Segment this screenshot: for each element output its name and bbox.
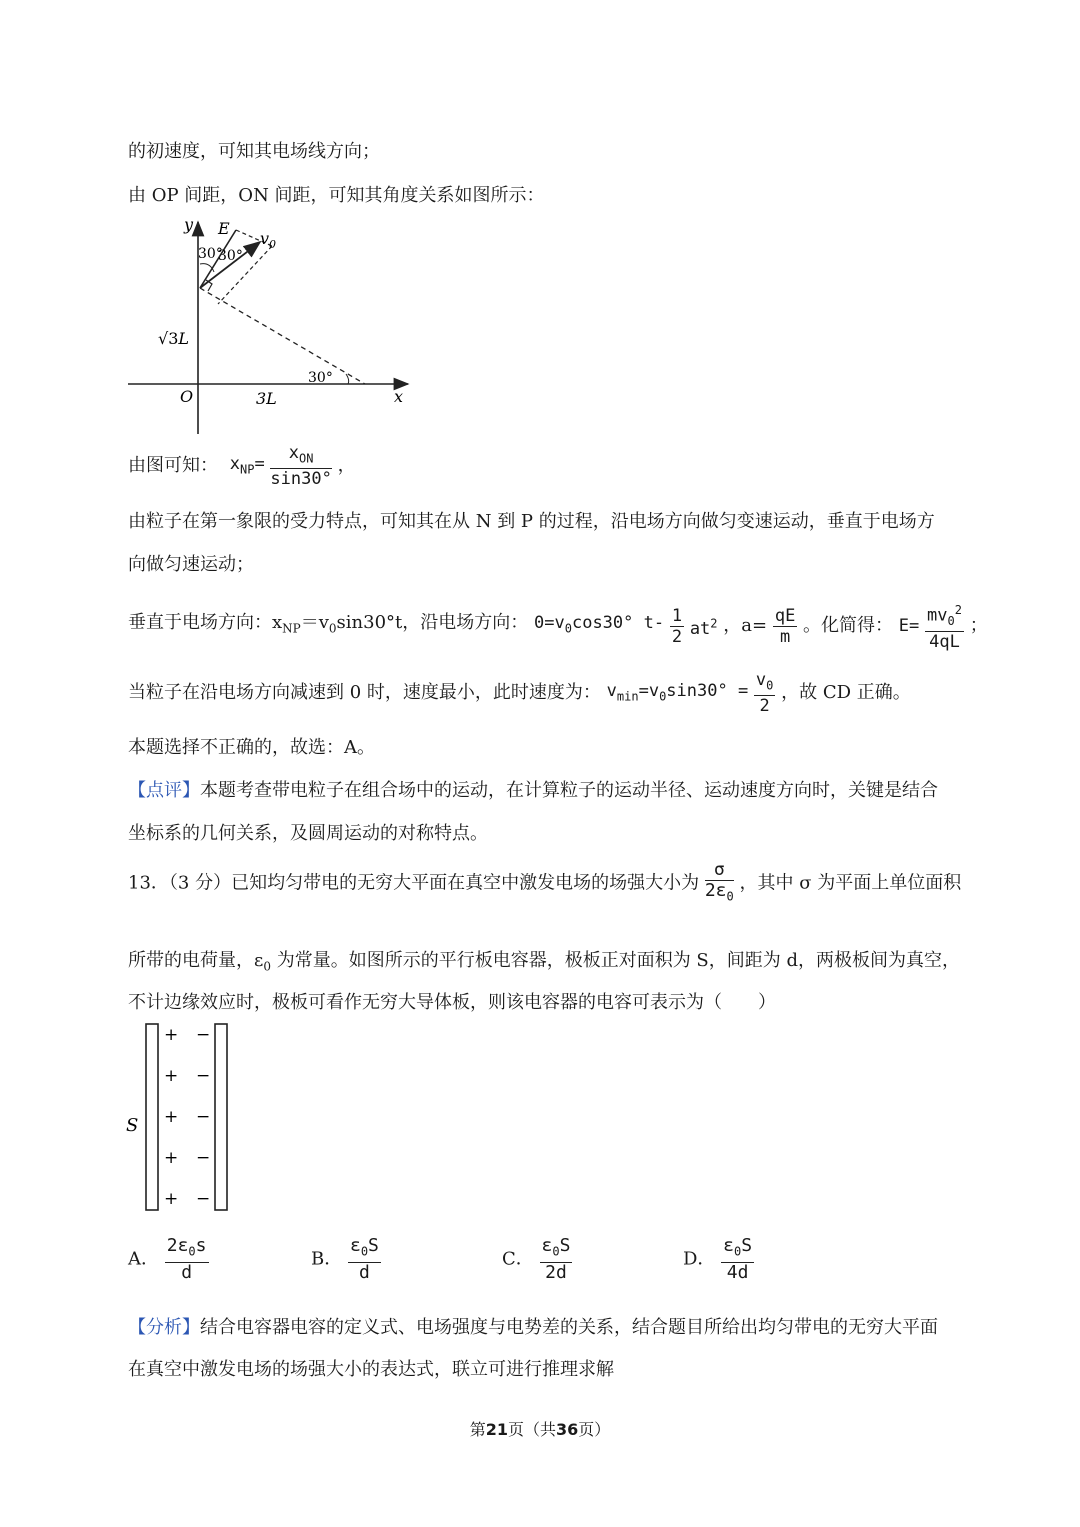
comment-tag: 【点评】 [128, 780, 200, 801]
perp-direction-text: 垂直于电场方向：$x_{NP}=v_0\sin 30^\circ t$，沿电场方向： [128, 612, 529, 636]
half-fraction [670, 606, 684, 647]
option-c[interactable] [502, 1236, 572, 1283]
vmin-denominator: 2 [759, 696, 770, 717]
e-denominator: 4qL [929, 632, 960, 653]
option-b[interactable] [311, 1236, 381, 1283]
origin-label: O [180, 387, 194, 406]
negative-plate [215, 1024, 227, 1210]
coordinate-diagram [120, 212, 420, 438]
minus-sign: − [196, 1025, 211, 1045]
xnp-lhs: $x_{NP}=$ [229, 453, 265, 476]
angle-arc-bottom [346, 374, 349, 384]
answer-line: 本题选择不正确的，故选：A。 [128, 737, 375, 758]
plus-sign: + [164, 1066, 179, 1086]
angle-label-1: 30° [198, 246, 223, 262]
option-a[interactable] [128, 1236, 209, 1283]
angle-label-2: 30° [218, 248, 243, 264]
vmin-text: 当粒子在沿电场方向减速到 0 时，速度最小，此时速度为： [128, 682, 601, 704]
question-13-line-2: 所带的电荷量，$\varepsilon_0$ 为常量。如图所示的平行板电容器，极板正对面积为 S，间距为 d，两极板间为真空， [128, 950, 960, 974]
height-label: √3L [158, 329, 189, 348]
question-13-text-2: ，其中 σ 为平面上单位面积 [739, 872, 962, 894]
x-axis-label: x [394, 387, 404, 406]
motion-equations-line [128, 600, 988, 652]
np-dashed-line [200, 288, 365, 384]
half-numerator: 1 [671, 605, 683, 626]
charge-signs [164, 1025, 210, 1209]
bottom-angle-label: 30° [308, 370, 333, 386]
accel-denominator: m [779, 626, 791, 647]
option-d-letter: D． [683, 1248, 716, 1270]
minus-sign: − [196, 1066, 211, 1086]
option-b-letter: B． [311, 1248, 343, 1270]
field-denominator: $2\varepsilon_0$ [704, 880, 734, 904]
y-axis-label: y [184, 215, 194, 234]
option-a-fraction: $\frac{2\varepsilon_0s}{d}$ [166, 1235, 207, 1283]
question-13-line-1 [128, 860, 961, 907]
field-fraction [705, 860, 734, 907]
e-tail: ； [969, 615, 988, 637]
vmin-expression: $v_{min}=v_0\sin 30^\circ$ = [606, 680, 749, 703]
text-line-1: 的初速度，可知其电场线方向； [128, 141, 380, 162]
vmin-line [128, 670, 911, 716]
option-c-fraction: $\frac{\varepsilon_0S}{2d}$ [541, 1235, 571, 1283]
v0-label: $v_0$ [260, 229, 277, 251]
vmin-numerator: $v_0$ [754, 670, 775, 696]
area-label: S [126, 1115, 139, 1136]
option-c-letter: C． [502, 1248, 534, 1270]
accel-prefix: ，a= [723, 615, 768, 637]
xnp-denominator: sin30° [270, 469, 332, 490]
option-d-fraction: $\frac{\varepsilon_0S}{4d}$ [723, 1235, 753, 1283]
option-d[interactable] [683, 1236, 754, 1283]
page-number: 21 [485, 1420, 508, 1439]
vmin-fraction [754, 670, 775, 716]
plus-sign: + [164, 1107, 179, 1127]
accel-fraction [773, 606, 797, 647]
e-fraction [925, 600, 964, 652]
xnp-fraction [270, 443, 331, 489]
question-13-line-3: 不计边缘效应时，极板可看作无穷大导体板，则该电容器的电容可表示为（ ） [128, 992, 776, 1013]
simplify-text: 。化简得： [803, 615, 894, 637]
xnp-numerator: $x_{ON}$ [270, 443, 331, 469]
text-line-2: 由 OP 间距，ON 间距，可知其角度关系如图所示： [128, 185, 545, 206]
page-footer: 第21页（共36页） [469, 1420, 611, 1439]
question-13-text: 13．（3 分）已知均匀带电的无穷大平面在真空中激发电场的场强大小为 [128, 872, 700, 894]
width-label: 3L [256, 389, 277, 408]
text-line-4: 由粒子在第一象限的受力特点，可知其在从 N 到 P 的过程，沿电场方向做匀变速运动，垂直于电场方 [128, 511, 935, 532]
comment-line-1: 【点评】本题考查带电粒子在组合场中的运动，在计算粒子的运动半径、运动速度方向时，关键是结合 [128, 780, 938, 801]
minus-sign: − [196, 1107, 211, 1127]
positive-plate [146, 1024, 158, 1210]
minus-sign: − [196, 1189, 211, 1209]
motion-eq-part-2: $at^2$ [689, 616, 718, 639]
capacitor-diagram [120, 1020, 240, 1216]
formula-suffix: ， [337, 455, 356, 477]
formula-prefix: 由图可知： [128, 455, 218, 477]
plus-sign: + [164, 1025, 179, 1045]
text-line-5: 向做匀速运动； [128, 554, 254, 575]
motion-eq-part-1: $0=v_0\cos 30^\circ$ t- [534, 613, 665, 636]
minus-sign: − [196, 1148, 211, 1168]
plus-sign: + [164, 1189, 179, 1209]
option-b-fraction: $\frac{\varepsilon_0S}{d}$ [349, 1235, 379, 1283]
analysis-line-2: 在真空中激发电场的场强大小的表达式，联立可进行推理求解 [128, 1359, 614, 1380]
field-numerator: σ [705, 860, 734, 881]
formula-line-xnp [128, 443, 356, 489]
vmin-conclusion: ，故 CD 正确。 [781, 682, 911, 704]
half-denominator: 2 [671, 626, 683, 647]
analysis-line-1: 【分析】结合电容器电容的定义式、电场强度与电势差的关系，结合题目所给出均匀带电的无穷大平面 [128, 1317, 938, 1338]
e-numerator: $mv_0^2$ [925, 600, 964, 632]
plus-sign: + [164, 1148, 179, 1168]
accel-numerator: qE [774, 605, 796, 626]
option-a-letter: A． [128, 1248, 159, 1270]
total-pages: 36 [556, 1420, 579, 1439]
analysis-tag: 【分析】 [128, 1317, 200, 1338]
comment-line-2: 坐标系的几何关系，及圆周运动的对称特点。 [128, 823, 488, 844]
e-label: E [218, 219, 230, 238]
angle-arc-top [200, 264, 214, 272]
e-lhs: E= [898, 616, 920, 637]
